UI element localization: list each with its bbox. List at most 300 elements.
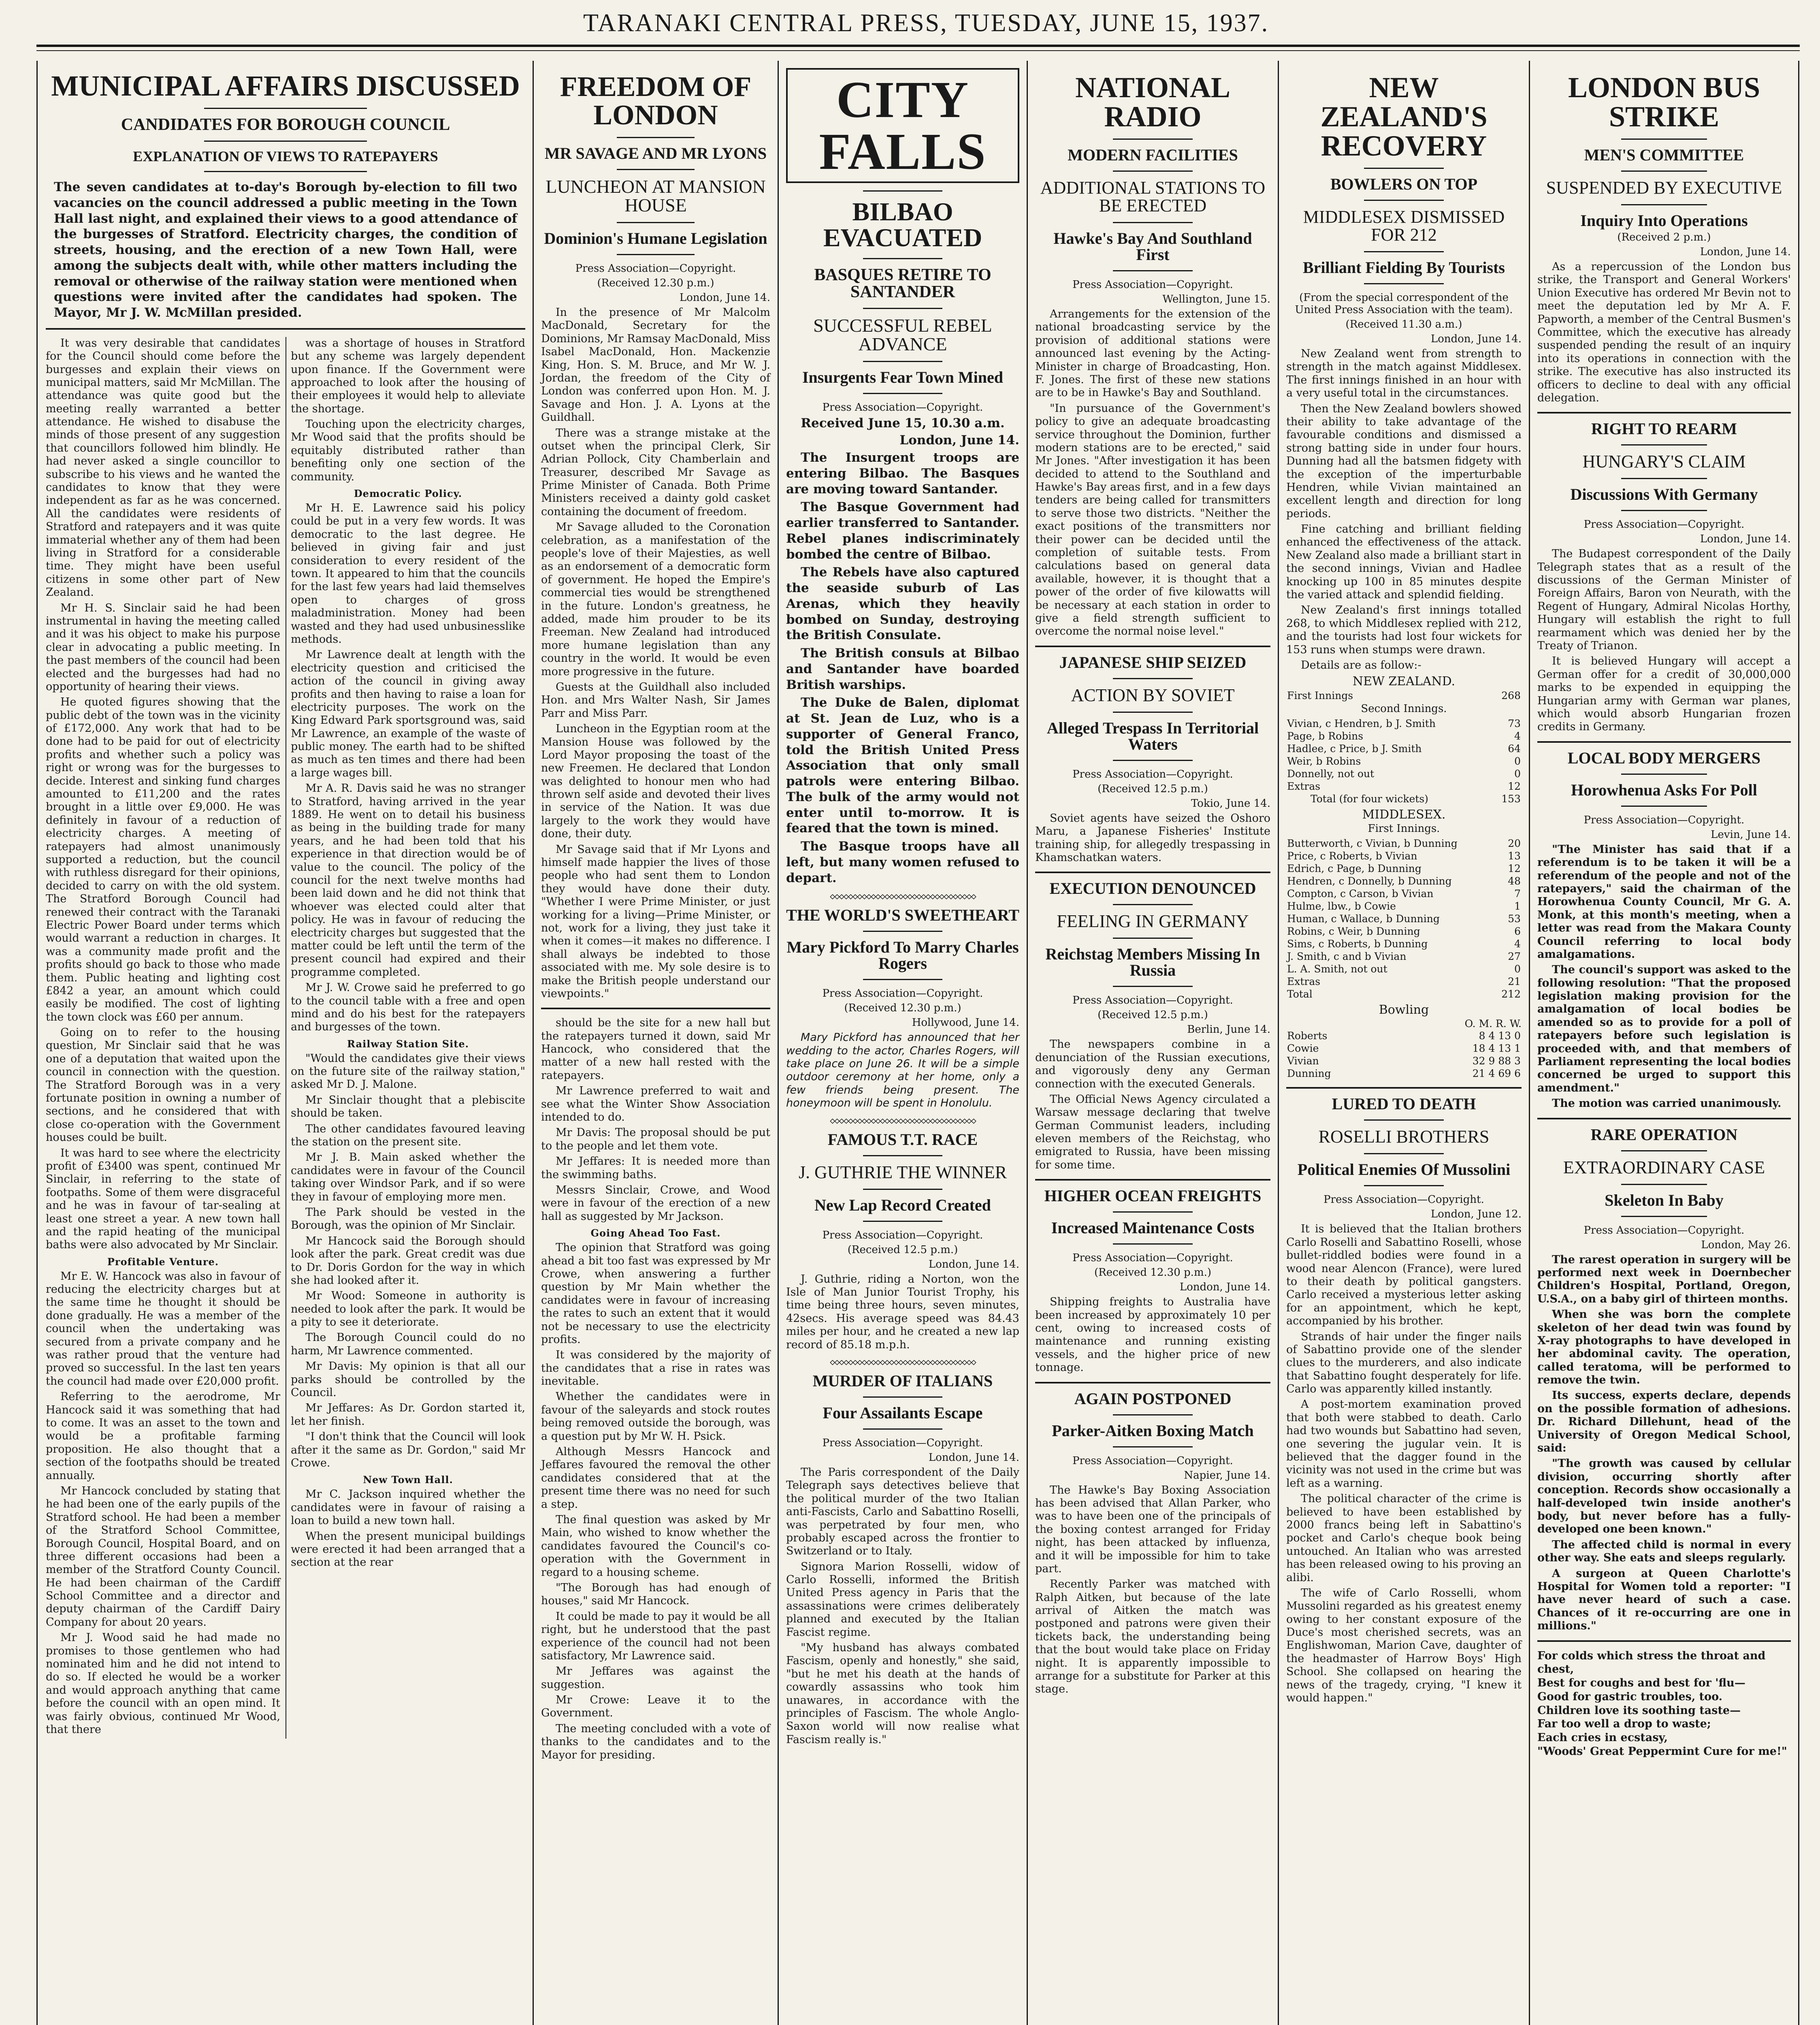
- divider: [617, 222, 695, 223]
- paragraph: "The Minister has said that if a referendum is to be taken it will be a referendum of the people and not of the ratepayers," said the chairman of the Horowhenua County Council, Mr G. A. Monk, at this month's meeting, when a letter was read from the Makara County Council referring to local body amalgamations.: [1537, 843, 1791, 961]
- paragraph: Mary Pickford has announced that her wedding to the actor, Charles Rogers, will take place on June 26. It will be a simple outdoor ceremony at her home, only a few friends being present. The honeymoon will be spent in Honolulu.: [786, 1031, 1019, 1110]
- story-headline: LOCAL BODY MERGERS: [1567, 748, 1761, 767]
- bowler: Dunning: [1287, 1068, 1331, 1080]
- batsman: Hadlee, c Price, b J. Smith: [1287, 743, 1422, 755]
- subheadline: Inquiry Into Operations: [1580, 211, 1748, 230]
- paragraph: Mr J. B. Main asked whether the candidates were in favour of the Council taking over Windsor Park, and if so were they in favour of employing more men.: [291, 1151, 525, 1203]
- score-row: [1286, 755, 1522, 767]
- story-headline: JAPANESE SHIP SEIZED: [1059, 653, 1247, 671]
- scorecard-team: NEW ZEALAND.: [1352, 674, 1456, 689]
- column-rule: [36, 61, 38, 2025]
- dateline: London, June 14.: [899, 433, 1019, 448]
- paragraph: The Insurgent troops are entering Bilbao. The Basques are moving toward Santander.: [786, 450, 1019, 497]
- story-subheadline: Four Assailants Escape: [823, 1403, 983, 1422]
- dateline: London, June 14.: [1430, 333, 1522, 345]
- subheadline: BILBAO EVACUATED: [823, 197, 982, 252]
- national-radio-article: [1028, 61, 1278, 2025]
- score-row: [1286, 837, 1522, 850]
- subheadline: CANDIDATES FOR BOROUGH COUNCIL: [121, 115, 450, 134]
- paragraph: Whether the candidates were in favour of the saleyards and stock routes being removed outside the borough, was a question put by Mr W. H. Psick.: [541, 1390, 770, 1443]
- paragraph: The political character of the crime is believed to have been established by 2000 francs being left in Sabattino's pocket and Carlo's cheque book being untouched. An Italian who was arrested has been released owing to his proving an alibi.: [1286, 1492, 1522, 1584]
- scorecard-nz-first: [1286, 689, 1522, 702]
- subheadline: BOWLERS ON TOP: [1330, 175, 1478, 193]
- divider: [1364, 200, 1444, 201]
- divider: [1113, 904, 1193, 905]
- decorative-chain-rule: ◇◇◇◇◇◇◇◇◇◇◇◇◇◇◇◇◇◇◇◇◇◇◇◇◇◇◇◇◇◇◇◇: [830, 1357, 976, 1367]
- paragraph: When she was born the complete skeleton of her dead twin was found by X-ray photographs to have developed in her abdominal cavity. The operation, called teratoma, will be performed to remove the twin.: [1537, 1308, 1791, 1387]
- score-row: [1286, 950, 1522, 963]
- subheadline: Hawke's Bay And Southland First: [1053, 229, 1252, 264]
- story-subheadline: Mary Pickford To Marry Charles Rogers: [786, 938, 1019, 973]
- runs: 27: [1508, 951, 1521, 963]
- score-row: [1286, 938, 1522, 950]
- story-subheadline: Parker-Aitken Boxing Match: [1052, 1421, 1254, 1440]
- paragraph: The council's support was asked to the following resolution: "That the proposed legislation making provision for the amalgamation of local bodies be amended so as to provide for a poll of ratepayers before such legislation is proceeded with, and that members of Parliament representing the local bodies concerned be urged to support this amendment.": [1537, 963, 1791, 1094]
- paragraph: The Borough Council could do no harm, Mr Lawrence commented.: [291, 1331, 525, 1357]
- received-time: (Received 12.30 p.m.): [1094, 1266, 1212, 1279]
- score-row: [1286, 780, 1522, 793]
- credit-line: Press Association—Copyright.: [1072, 768, 1233, 780]
- score-row: [1286, 963, 1522, 975]
- score-row: [1286, 850, 1522, 862]
- divider: [863, 258, 942, 259]
- paragraph: He quoted figures showing that the public debt of the town was in the vicinity of £172,000. Any work that had to be done had to be paid for out of electricity profits and whether such a policy was right or wrong was for the burgesses to decide. Interest and sinking fund charges amounted to £11,200 and the rates brought in a little over £9,000. He was definitely in favour of a reduction of electricity charges. A meeting of ratepayers had almost unanimously supported a reduction, but the council with ruthless disregard for their opinions, decided to carry on with the old system. The Stratford Borough Council had renewed their contract with the Taranaki Electric Power Board under terms which would warrant a reduction in charges. It was a community made profit and the profits should go back to those who made them. Public heating and lighting cost £842 a year, an amount which could easily be modified. The cost of lighting the town clock was £60 per annum.: [46, 696, 280, 1023]
- received-time: Received June 15, 10.30 a.m.: [801, 416, 1005, 431]
- score-row: [1286, 689, 1522, 702]
- paragraph: Mr Sinclair thought that a plebiscite should be taken.: [291, 1094, 525, 1120]
- score-row: [1286, 875, 1522, 887]
- divider: [1621, 510, 1707, 511]
- paragraph: Fine catching and brilliant fielding enhanced the effectiveness of the attack. New Zealand also made a brilliant start in the second innings, Vivian and Hadlee knocking up 100 in 85 minutes despite the varied attack and splendid fielding.: [1286, 523, 1522, 601]
- batsman: Extras: [1287, 976, 1321, 988]
- paragraph: Mr Hancock said the Borough should look after the park. Great credit was due to Dr. Doris Gordon for the way in which she had looked after it.: [291, 1234, 525, 1287]
- divider: [1035, 646, 1270, 647]
- paragraph: Although Messrs Hancock and Jeffares favoured the removal the other candidates considered that at the present time there was no need for such a step.: [541, 1445, 770, 1511]
- paragraph: Mr Hancock concluded by stating that he had been one of the early pupils of the Stratford school. He had been a member of the Stratford School Committee, Borough Council, Hospital Board, and on three different occasions had been a member of the Stratford County Council. He had been chairman of the Cardiff School Committee and a director and deputy chairman of the Cardiff Dairy Company for about 20 years.: [46, 1484, 280, 1629]
- bowler: Cowie: [1287, 1042, 1319, 1055]
- divider: [1621, 1184, 1707, 1185]
- dateline: London, June 14.: [1700, 533, 1791, 546]
- divider: [1113, 712, 1193, 713]
- total-label: Total (for four wickets): [1311, 793, 1428, 805]
- bowler: Roberts: [1287, 1030, 1328, 1042]
- score-row: [1286, 730, 1522, 742]
- story-subheadline: ROSELLI BROTHERS: [1318, 1127, 1490, 1147]
- section-subhead: Railway Station Site.: [347, 1038, 469, 1050]
- divider: [1364, 1185, 1444, 1186]
- score-row: [1286, 975, 1522, 988]
- innings-label: Second Innings.: [1361, 703, 1447, 715]
- figures: 21 4 69 6: [1472, 1068, 1521, 1080]
- score-row: [1286, 925, 1522, 938]
- paragraph: Mr H. S. Sinclair said he had been instrumental in having the meeting called and it was his object to make his purpose clear in advocating a public meeting. In the past members of the council had been elected and the burgesses had had no opportunity of hearing their views.: [46, 601, 280, 693]
- dateline: London, June 14.: [928, 1258, 1019, 1270]
- paragraph: The motion was carried unanimously.: [1552, 1097, 1782, 1110]
- credit-line: Press Association—Copyright.: [1583, 518, 1745, 531]
- paragraph: Mr Jeffares: As Dr. Gordon started it, let her finish.: [291, 1402, 525, 1428]
- paragraph: Strands of hair under the finger nails of Sabattino provide one of the slender clues to the murderers, and also indicate that Sabattino fought desperately for life. Carlo was apparently killed instantly.: [1286, 1330, 1522, 1396]
- score-label: First Innings: [1287, 690, 1353, 702]
- runs: 4: [1514, 730, 1521, 742]
- freedom-of-london-article: [534, 61, 778, 2025]
- paragraph: Mr Savage said that if Mr Lyons and himself made happier the lives of those people who had sent them to London they would have done their duty. "Whether I were Prime Minister, or just working for a living—Prime Minister, or not, work for a living, they just take it when it comes—it makes no difference. I shall always be indebted to those associated with me. My sole desire is to make the British people understand our viewpoints.": [541, 843, 770, 1000]
- credit-line: Press Association—Copyright.: [1072, 1454, 1233, 1467]
- received-time: (Received 12.30 p.m.): [597, 277, 714, 289]
- divider: [1113, 270, 1193, 271]
- subheadline: EXPLANATION OF VIEWS TO RATEPAYERS: [133, 148, 438, 164]
- paragraph: Mr Savage alluded to the Coronation celebration, as a manifestation of the people's love of their Majesties, as well as an endorsement of a democratic form of government. He hoped the Empire's commercial ties would be strengthened in the future. London's greatness, he added, made him prouder to be its Freeman. New Zealand had introduced more humane legislation than any country in the world. It would be even more progressive in the future.: [541, 521, 770, 678]
- divider: [1537, 741, 1791, 743]
- section-subhead: Profitable Venture.: [107, 1256, 219, 1268]
- two-column-body: [46, 337, 525, 1739]
- score-total-row: [1286, 988, 1522, 1000]
- credit-line: (From the special correspondent of the United Press Association with the team).: [1295, 292, 1513, 316]
- paragraph: In the presence of Mr Malcolm MacDonald, Secretary for the Dominions, Mr Ramsay MacDonald, Miss Isabel MacDonald, Hon. Mackenzie King, Hon. S. M. Bruce, and Mr W. J. Jordan, the freedom of the City of London was conferred upon Hon. M. J. Savage and Hon. J. A. Lyons at the Guildhall.: [541, 306, 770, 424]
- divider: [1113, 171, 1193, 172]
- paragraph: The Basque Government had earlier transferred to Santander. Rebel planes indiscriminately bombed the centre of Bilbao.: [786, 500, 1019, 562]
- subheadline: MEN'S COMMITTEE: [1584, 146, 1744, 164]
- paragraph: Signora Marion Rosselli, widow of Carlo Rosselli, informed the British United Press agency in Paris that the assassinations were crimes deliberately planned and executed by the Italian Fascist regime.: [786, 1560, 1019, 1639]
- dateline: Hollywood, June 14.: [912, 1017, 1019, 1029]
- runs: 12: [1508, 780, 1521, 793]
- subheadline: SUSPENDED BY EXECUTIVE: [1546, 178, 1782, 198]
- paragraph: The opinion that Stratford was going ahead a bit too fast was expressed by Mr Crowe, when answering a further question by Mr Main whether the candidates were in favour of increasing the rates to such an extent that it would not be necessary to use the electricity profits.: [541, 1241, 770, 1346]
- paragraph: It could be made to pay it would be all right, but he understood that the past experience of the council had not been satisfactory, Mr Lawrence said.: [541, 1610, 770, 1662]
- decorative-chain-rule: ◇◇◇◇◇◇◇◇◇◇◇◇◇◇◇◇◇◇◇◇◇◇◇◇◇◇◇◇◇◇◇◇: [830, 1115, 976, 1126]
- divider: [1621, 1150, 1707, 1151]
- peppermint-cure-advert: [1537, 1649, 1791, 1759]
- paragraph: was a shortage of houses in Stratford but any scheme was largely dependent upon finance. If the Government were approached to look after the housing of their employees it would help to alleviate the shortage.: [291, 337, 525, 415]
- received-time: (Received 12.5 p.m.): [847, 1243, 958, 1256]
- divider: [863, 361, 942, 362]
- headline-box: [786, 68, 1019, 183]
- story-subheadline: FEELING IN GERMANY: [1057, 911, 1249, 932]
- london-bus-strike-article: [1530, 61, 1798, 2025]
- paragraph: Details are as follow:-: [1301, 659, 1421, 671]
- credit-line: Press Association—Copyright.: [1072, 279, 1233, 291]
- story-headline: MURDER OF ITALIANS: [812, 1371, 993, 1390]
- credit-line: Press Association—Copyright.: [822, 987, 983, 1000]
- batsman: Butterworth, c Vivian, b Dunning: [1287, 838, 1458, 850]
- advert-line: Best for coughs and best for 'flu—: [1537, 1677, 1745, 1690]
- paragraph: There was a strange mistake at the outset when the principal Clerk, Sir Adrian Pollock, City Chamberlain and Treasurer, described Mr Savage as Prime Minister of Canada. Both Prime Ministers received a dainty gold casket containing the document of freedom.: [541, 426, 770, 518]
- divider: [863, 1396, 942, 1398]
- body-left: [46, 337, 280, 1739]
- divider: [46, 328, 525, 330]
- dateline: Berlin, June 14.: [1187, 1023, 1270, 1036]
- divider: [1621, 1216, 1707, 1217]
- story-headline: RARE OPERATION: [1590, 1125, 1738, 1144]
- subheadline: MR SAVAGE AND MR LYONS: [544, 144, 767, 162]
- score-row: [1286, 862, 1522, 875]
- paragraph: Mr J. W. Crowe said he preferred to go to the council table with a free and open mind and do his best for the ratepayers and burgesses of the town.: [291, 981, 525, 1034]
- bowler: Vivian: [1287, 1055, 1319, 1067]
- received-time: (Received 2 p.m.): [1617, 231, 1711, 243]
- story-headline: AGAIN POSTPONED: [1074, 1389, 1232, 1408]
- paragraph: Shipping freights to Australia have been increased by approximately 10 per cent, owing to increased costs of maintenance and running existing vessels, and the higher price of new tonnage.: [1035, 1296, 1270, 1374]
- subheadline: ADDITIONAL STATIONS TO BE ERECTED: [1040, 178, 1266, 215]
- paragraph: Luncheon in the Egyptian room at the Mansion House was followed by the Lord Mayor proposing the toast of the new Freemen. He declared that London was delighted to honour men who had thrown self aside and devoted their lives in service of the Nation. It was due largely to the work they would have done, their duty.: [541, 723, 770, 840]
- credit-line: Press Association—Copyright.: [822, 1229, 983, 1241]
- story-subheadline: HUNGARY'S CLAIM: [1582, 452, 1746, 472]
- divider: [1621, 139, 1707, 140]
- paragraph: Guests at the Guildhall also included Hon. and Mrs Walter Nash, Sir James Parr and Miss Parr.: [541, 680, 770, 720]
- paragraph: Mr C. Jackson inquired whether the candidates were in favour of raising a loan to build a new town hall.: [291, 1488, 525, 1527]
- story-subheadline: EXTRAORDINARY CASE: [1563, 1157, 1765, 1177]
- runs: 53: [1508, 913, 1521, 925]
- runs: 6: [1514, 925, 1521, 938]
- scorecard-nz-second: [1286, 717, 1522, 805]
- paragraph: Arrangements for the extension of the national broadcasting service by the provision of additional stations were announced last evening by the Acting-Minister in charge of Broadcasting, Hon. F. Jones. The first of these new stations are to be in Hawke's Bay and Southland.: [1035, 308, 1270, 399]
- story-headline: RIGHT TO REARM: [1591, 420, 1737, 438]
- paragraph: "In pursuance of the Government's policy to give an adequate broadcasting service throughout the Dominion, further modern stations are to be erected," said Mr Jones. "After investigation it has been decided to attend to the Southland and Hawke's Bay areas first, and in a few days tenders are being called for transmitters to serve those two districts. "Neither the exact positions of the transmitters nor their power can be decided until the completion of suitable tests. From calculations based on general data available, however, it is thought that a power of the order of five kilowatts will be necessary at each station in order to give a field strength sufficient to overcome the normal noise level.": [1035, 402, 1270, 638]
- paragraph: The newspapers combine in a denunciation of the Russian executions, and vigorously deny any German connection with the executed Generals.: [1035, 1038, 1270, 1090]
- divider: [1113, 222, 1193, 223]
- paragraph: It was considered by the majority of the candidates that a rise in rates was inevitable.: [541, 1349, 770, 1388]
- story-subheadline: Alleged Trespass In Territorial Waters: [1046, 718, 1259, 753]
- paragraph: Mr E. W. Hancock was also in favour of reducing the electricity charges but at the same time he thought it should be done gradually. He was a member of the council when the undertaking was secured from a private company and he was rather proud that the venture had proved so successful. In the last ten years the council had made over £20,000 profit.: [46, 1270, 280, 1388]
- paragraph: Mr Davis: The proposal should be put to the people and let them vote.: [541, 1126, 770, 1152]
- divider: [617, 254, 695, 255]
- story-headline: EXECUTION DENOUNCED: [1049, 879, 1256, 898]
- runs: 64: [1508, 743, 1521, 755]
- credit-line: Press Association—Copyright.: [1072, 994, 1233, 1007]
- section-subhead: Going Ahead Too Fast.: [590, 1227, 721, 1239]
- dateline: Tokio, June 14.: [1191, 797, 1270, 810]
- column-rule: [1798, 61, 1799, 2025]
- divider: [1113, 1414, 1193, 1415]
- divider: [1113, 760, 1193, 761]
- bowling-row: [1286, 1067, 1522, 1080]
- divider: [1364, 1119, 1444, 1121]
- score-row: [1286, 767, 1522, 780]
- credit-line: Press Association—Copyright.: [822, 401, 983, 414]
- divider: [1113, 139, 1193, 140]
- story-headline: FAMOUS T.T. RACE: [827, 1130, 978, 1149]
- masthead-rule-thin: [36, 50, 1800, 51]
- city-falls-article: [779, 61, 1027, 2025]
- intro-paragraph: The seven candidates at to-day's Borough by-election to fill two vacancies on the council addressed a public meeting in the Town Hall last night, and explained their views to a good attendance of the burgesses of Stratford. Electricity charges, the condition of streets, housing, and the erection of a new Town Hall, were among the subjects dealt with, while other matters including the removal or otherwise of the railway station were mentioned when questions were invited after the candidates had spoken. The Mayor, Mr J. W. McMillan presided.: [54, 180, 517, 320]
- paragraph: The meeting concluded with a vote of thanks to the candidates and to the Mayor for presiding.: [541, 1722, 770, 1761]
- paragraph: Soviet agents have seized the Oshoro Maru, a Japanese Fisheries' Institute training ship, for allegedly trespassing in Khamschatkan waters.: [1035, 812, 1270, 864]
- credit-line: Press Association—Copyright.: [822, 1437, 983, 1449]
- paragraph: "The Borough has had enough of houses," said Mr Hancock.: [541, 1581, 770, 1607]
- dateline: London, June 14.: [1179, 1281, 1270, 1294]
- headline: MUNICIPAL AFFAIRS DISCUSSED: [51, 70, 520, 102]
- batsman: Donnelly, not out: [1287, 768, 1375, 780]
- divider: [1113, 1446, 1193, 1447]
- subheadline: SUCCESSFUL REBEL ADVANCE: [813, 315, 992, 354]
- divider: [1113, 938, 1193, 939]
- paragraph: Mr A. R. Davis said he was no stranger to Stratford, having arrived in the year 1889. He went on to detail his business as being in the building trade for many years, and he had been told that his experience in that direction would be of value to the council. The policy of the council for the next twelve months had been laid down and he did not think that whoever was elected could alter that policy. He was in favour of reducing the electricity charges but suggested that the matter could be left until the term of the present council had expired and their programme completed.: [291, 782, 525, 978]
- paragraph: J. Guthrie, riding a Norton, won the Isle of Man Junior Tourist Trophy, his time being three hours, seven minutes, 42secs. His average speed was 84.43 miles per hour, and he created a new lap record of 85.18 m.p.h.: [786, 1273, 1019, 1351]
- subheadline: Insurgents Fear Town Mined: [802, 368, 1003, 386]
- divider: [1286, 1087, 1522, 1089]
- headline: FREEDOM OF LONDON: [560, 71, 752, 131]
- received-time: (Received 11.30 a.m.): [1345, 318, 1462, 330]
- credit-line: Press Association—Copyright.: [1583, 814, 1745, 826]
- paragraph: "My husband has always combated Fascism, openly and honestly," she said, "but he met his death at the hands of cowardly assassins who took him unawares, in accordance with the principles of Fascism. The whole Anglo-Saxon world will now realise what Fascism really is.": [786, 1641, 1019, 1746]
- score-total-row: [1286, 793, 1522, 805]
- paragraph: Mr Wood: Someone in authority is needed to look after the park. It would be a pity to see it deteriorate.: [291, 1290, 525, 1329]
- advert-line: Children love its soothing taste—: [1537, 1704, 1741, 1717]
- runs: 21: [1508, 976, 1521, 988]
- batsman: Extras: [1287, 780, 1321, 793]
- municipal-affairs-article: [38, 61, 533, 2025]
- paragraph: New Zealand's first innings totalled 268, to which Middlesex replied with 212, and the tourists had lost four wickets for 153 runs when stumps were drawn.: [1286, 604, 1522, 656]
- divider: [863, 190, 942, 192]
- divider: [1621, 204, 1707, 205]
- divider: [1621, 806, 1707, 807]
- masthead: [0, 0, 1820, 40]
- bowling-heading: Bowling: [1379, 1003, 1429, 1017]
- dateline: London, June 14.: [928, 1451, 1019, 1464]
- paragraph: Mr Crowe: Leave it to the Government.: [541, 1694, 770, 1720]
- batsman: J. Smith, c and b Vivian: [1287, 951, 1407, 963]
- batsman: Sims, c Roberts, b Dunning: [1287, 938, 1428, 950]
- paragraph: It is believed that the Italian brothers Carlo Roselli and Sabattino Roselli, whose bullet-riddled bodies were found in a wood near Alencon (France), were lured to their death by political gangsters. Carlo received a mysterious letter asking for an appointment, which he kept, accompanied by his brother.: [1286, 1223, 1522, 1328]
- dateline: London, May 26.: [1701, 1238, 1791, 1251]
- story-subheadline: Discussions With Germany: [1570, 485, 1758, 504]
- batsman: Robins, c Weir, b Dunning: [1287, 925, 1420, 938]
- divider: [1364, 168, 1444, 169]
- paragraph: Mr Lawrence preferred to wait and see what the Winter Show Association intended to do.: [541, 1085, 770, 1124]
- score-row: [1286, 742, 1522, 755]
- divider: [1364, 1153, 1444, 1154]
- score-row: [1286, 887, 1522, 900]
- divider: [863, 1428, 942, 1430]
- total-value: 212: [1501, 988, 1521, 1000]
- paragraph: Mr H. E. Lawrence said his policy could be put in a very few words. It was democratic to the last degree. He believed in giving fair and just consideration to every resident of the town. It appeared to him that the councils for the last few years had laid themselves open to charges of gross maladministration. Money had been wasted and they had used unbusinesslike methods.: [291, 502, 525, 646]
- divider: [204, 108, 367, 109]
- paragraph: Mr Lawrence dealt at length with the electricity question and criticised the action of the council in giving away profits and then having to raise a loan for electricity purposes. The work on the King Edward Park sportsground was, said Mr Lawrence, an example of the waste of public money. The earth had to be shifted as much as ten times and there had been a large wages bill.: [291, 648, 525, 779]
- score-row: [1286, 912, 1522, 925]
- bowling-row: [1286, 1030, 1522, 1042]
- paragraph: The Hawke's Bay Boxing Association has been advised that Allan Parker, who was to have been one of the principals of the boxing contest arranged for Friday night, has been attacked by influenza, and it will be impossible for him to take part.: [1035, 1484, 1270, 1575]
- divider: [863, 1155, 942, 1156]
- story-headline: LURED TO DEATH: [1332, 1095, 1476, 1113]
- divider: [204, 141, 367, 142]
- divider: [1364, 283, 1444, 284]
- divider: [617, 137, 695, 138]
- paragraph: Recently Parker was matched with Ralph Aitken, but because of the late arrival of Aitken the match was postponed and patrons were given their tickets back, the understanding being that the bout would take place on Friday night. It is apparently impossible to arrange for a substitute for Parker at this stage.: [1035, 1578, 1270, 1696]
- paragraph: Going on to refer to the housing question, Mr Sinclair said that he was one of a deputation that waited upon the council in connection with the question. The Stratford Borough was in a very fortunate position in owning a number of sections, and he considered that with close co-operation with the Government houses could be built.: [46, 1026, 280, 1144]
- divider: [541, 1008, 770, 1009]
- divider: [1537, 412, 1791, 414]
- paragraph: "Would the candidates give their views on the future site of the railway station," asked Mr D. J. Malone.: [291, 1052, 525, 1091]
- story-headline: HIGHER OCEAN FREIGHTS: [1044, 1187, 1262, 1205]
- paragraph: A post-mortem examination proved that both were stabbed to death. Carlo had two wounds but Sabattino had seven, one severing the jugular vein. It is believed that the dagger found in the vicinity was not used in the crime but was left as a warning.: [1286, 1398, 1522, 1490]
- score-value: 268: [1501, 690, 1521, 702]
- figures: 32 9 88 3: [1472, 1055, 1521, 1067]
- bowling-row: [1286, 1055, 1522, 1067]
- figures: 18 4 13 1: [1472, 1042, 1521, 1055]
- batsman: L. A. Smith, not out: [1287, 963, 1387, 975]
- runs: 12: [1508, 863, 1521, 875]
- divider: [863, 393, 942, 394]
- story-subheadline: Political Enemies Of Mussolini: [1297, 1160, 1511, 1179]
- paragraph: The affected child is normal in every other way. She eats and sleeps regularly.: [1537, 1538, 1791, 1565]
- divider: [1621, 478, 1707, 479]
- credit-line: Press Association—Copyright.: [1583, 1224, 1745, 1236]
- body-right: [291, 337, 525, 1739]
- batsman: Weir, b Robins: [1287, 755, 1361, 767]
- headline: NEW ZEALAND'S RECOVERY: [1320, 71, 1488, 162]
- runs: 20: [1508, 838, 1521, 850]
- dateline: Levin, June 14.: [1711, 828, 1791, 841]
- divider: [1035, 1179, 1270, 1181]
- divider: [1537, 1640, 1791, 1642]
- received-time: (Received 12.5 p.m.): [1098, 782, 1208, 795]
- paragraph: The Park should be vested in the Borough, was the opinion of Mr Sinclair.: [291, 1206, 525, 1232]
- paragraph: The other candidates favoured leaving the station on the present site.: [291, 1122, 525, 1149]
- story-subheadline: ACTION BY SOVIET: [1071, 685, 1235, 705]
- paragraph: The Rebels have also captured the seaside suburb of Las Arenas, which they heavily bombed on Sunday, destroying the British Consulate.: [786, 565, 1019, 643]
- credit-line: Press Association—Copyright.: [1072, 1252, 1233, 1264]
- paragraph: A surgeon at Queen Charlotte's Hospital for Women told a reporter: "I have never heard of such a case. Chances of it re-occurring are one in millions.": [1537, 1567, 1791, 1633]
- divider: [617, 169, 695, 170]
- section-subhead: Democratic Policy.: [354, 488, 462, 500]
- paragraph: As a repercussion of the London bus strike, the Transport and General Workers' Union Executive has ordered Mr Bevin not to meet the deputation led by Mr A. F. Papworth, a member of the Central Busmen's Committee, which the executive has already suspended pending the result of an inquiry into its operations in connection with the strike. The executive has also instructed its officers to decline to deal with any official delegation.: [1537, 260, 1791, 404]
- masthead-rule: [36, 45, 1800, 47]
- paragraph: New Zealand went from strength to strength in the match against Middlesex. The first innings finished in an hour with a very useful total in the circumstances.: [1286, 347, 1522, 400]
- paragraph: "The growth was caused by cellular division, occurring shortly after conception. Records show occasionally a half-developed twin inside another's body, but never before has a fully-developed one been known.": [1537, 1457, 1791, 1536]
- score-row: [1286, 900, 1522, 912]
- story-subheadline: New Lap Record Created: [814, 1196, 991, 1214]
- received-time: (Received 12.30 p.m.): [844, 1002, 961, 1015]
- advert-line: For colds which stress the throat and chest,: [1537, 1649, 1766, 1676]
- batsman: Page, b Robins: [1287, 730, 1364, 742]
- advert-line: Good for gastric troubles, too.: [1537, 1690, 1723, 1703]
- story-subheadline: Horowhenua Asks For Poll: [1571, 780, 1757, 799]
- runs: 7: [1514, 888, 1521, 900]
- total-value: 153: [1501, 793, 1521, 805]
- paragraph: Mr Davis: My opinion is that all our parks should be controlled by the Council.: [291, 1360, 525, 1399]
- bowling-columns: O. M. R. W.: [1464, 1018, 1522, 1030]
- decorative-chain-rule: ◇◇◇◇◇◇◇◇◇◇◇◇◇◇◇◇◇◇◇◇◇◇◇◇◇◇◇◇◇◇◇◇: [830, 891, 976, 902]
- batsman: Price, c Roberts, b Vivian: [1287, 850, 1417, 862]
- divider: [863, 308, 942, 309]
- paragraph: The wife of Carlo Rosselli, whom Mussolini regarded as his greatest enemy owing to her constant exposure of the Duce's most cherished secrets, was an Englishwoman, Marion Cave, daughter of the headmaster of Harrow Boys' High School. She collapsed on hearing the news of the tragedy, crying, "I knew it would happen.": [1286, 1586, 1522, 1705]
- runs: 1: [1514, 900, 1521, 912]
- paragraph: It is believed Hungary will accept a German offer for a credit of 30,000,000 marks to be expended in equipping the Hungarian army with German war planes, which would absorb Hungarian frozen credits in Germany.: [1537, 655, 1791, 733]
- subheadline: Brilliant Fielding By Tourists: [1302, 258, 1505, 277]
- runs: 4: [1514, 938, 1521, 950]
- scorecard-team: MIDDLESEX.: [1362, 808, 1446, 822]
- story-subheadline: Reichstag Members Missing In Russia: [1045, 945, 1260, 980]
- headline: CITY FALLS: [819, 71, 987, 180]
- paragraph: Mr J. Wood said he had made no promises to those gentlemen who had nominated him and he did not intend to do so. If elected he would be a worker and would approach anything that came before the council with an open mind. It was fairly obvious, continued Mr Wood, that there: [46, 1631, 280, 1736]
- batsman: Human, c Wallace, b Dunning: [1287, 913, 1440, 925]
- divider: [1621, 774, 1707, 775]
- subheadline: Dominion's Humane Legislation: [544, 229, 767, 247]
- subheadline: MODERN FACILITIES: [1068, 146, 1238, 164]
- total-label: Total: [1287, 988, 1313, 1000]
- subheadline: MIDDLESEX DISMISSED FOR 212: [1303, 207, 1505, 245]
- section-subhead: New Town Hall.: [363, 1474, 453, 1486]
- dateline: Napier, June 14.: [1184, 1469, 1270, 1481]
- divider: [1113, 678, 1193, 679]
- runs: 48: [1508, 875, 1521, 887]
- batsman: Compton, c Carson, b Vivian: [1287, 888, 1434, 900]
- bowling-table: [1286, 1030, 1522, 1080]
- paragraph: The Basque troops have all left, but many women refused to depart.: [786, 839, 1019, 885]
- paragraph: "I don't think that the Council will look after it the same as Dr. Gordon," said Mr Crowe.: [291, 1430, 525, 1469]
- divider: [863, 1221, 942, 1222]
- divider: [1035, 872, 1270, 873]
- runs: 0: [1514, 755, 1521, 767]
- advert-line: Far too well a drop to waste;: [1537, 1718, 1711, 1731]
